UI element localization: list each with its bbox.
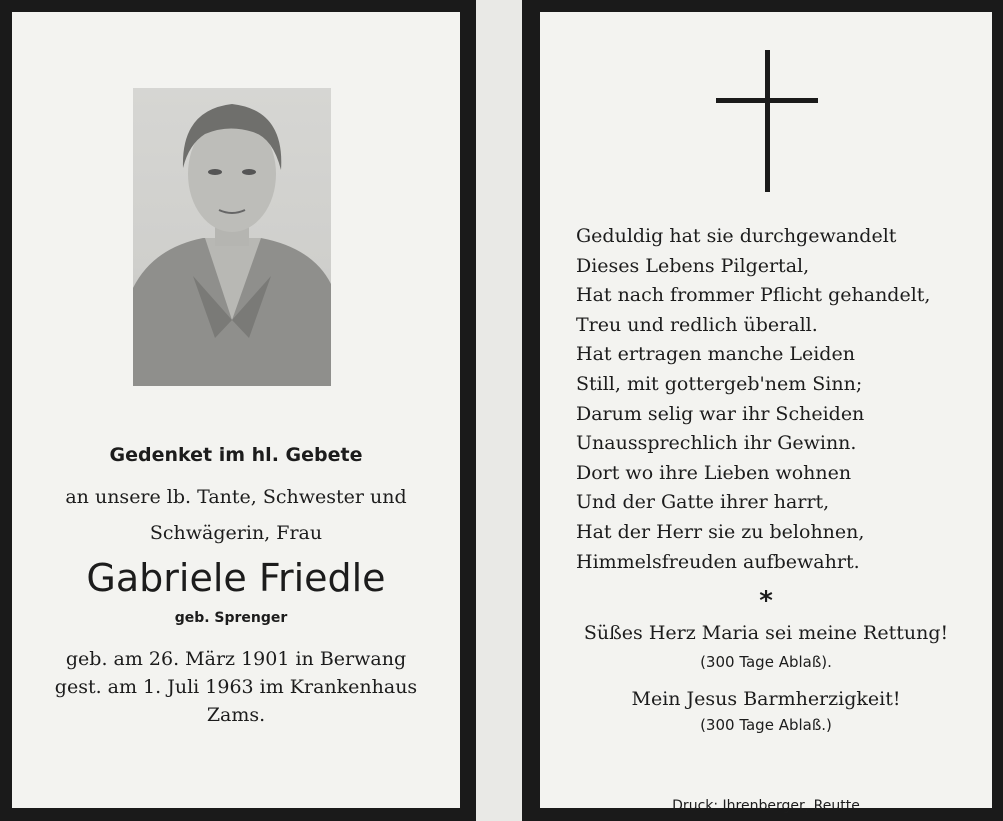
cross-icon-bar — [716, 98, 818, 103]
poem-line: Unaussprechlich ihr Gewinn. — [576, 432, 857, 455]
asterisk: * — [759, 586, 773, 616]
center-strip — [476, 0, 522, 821]
deceased-name: Gabriele Friedle — [86, 556, 386, 600]
portrait-figure — [133, 88, 331, 386]
intro-line-1: an unsere lb. Tante, Schwester und — [65, 486, 407, 508]
maiden-name: geb. Sprenger — [174, 610, 288, 626]
poem-line: Dort wo ihre Lieben wohnen — [576, 461, 852, 484]
heading: Gedenket im hl. Gebete — [109, 444, 363, 466]
poem-line: Hat ertragen manche Leiden — [576, 343, 855, 366]
poem-line: Hat nach frommer Pflicht gehandelt, — [576, 284, 931, 307]
poem-line: Still, mit gottergeb'nem Sinn; — [576, 372, 863, 395]
prayer-1: Süßes Herz Maria sei meine Rettung! — [583, 622, 949, 644]
prayer-2: Mein Jesus Barmherzigkeit! — [631, 688, 901, 710]
printer-credit: Druck: Ihrenberger, Reutte — [672, 798, 860, 814]
cross-icon — [765, 50, 770, 192]
poem-line: Treu und redlich überall. — [576, 313, 818, 336]
indulgence-1: (300 Tage Ablaß). — [700, 653, 832, 671]
poem — [576, 222, 930, 577]
left-card — [12, 12, 460, 808]
poem-line: Geduldig hat sie durchgewandelt — [576, 225, 897, 247]
birth-line: geb. am 26. März 1901 in Berwang — [65, 648, 407, 670]
poem-line: Dieses Lebens Pilgertal, — [576, 254, 810, 277]
death-line-2: Zams. — [206, 704, 266, 726]
poem-line: Darum selig war ihr Scheiden — [576, 402, 865, 425]
right-card — [540, 12, 992, 814]
death-line-1: gest. am 1. Juli 1963 im Krankenhaus — [54, 676, 418, 698]
indulgence-2: (300 Tage Ablaß.) — [700, 716, 832, 734]
poem-line: Hat der Herr sie zu belohnen, — [576, 520, 865, 543]
poem-line: Himmelsfreuden aufbewahrt. — [576, 550, 860, 573]
poem-line: Und der Gatte ihrer harrt, — [576, 491, 830, 514]
intro-line-2: Schwägerin, Frau — [149, 522, 323, 544]
portrait-photo — [133, 88, 331, 386]
